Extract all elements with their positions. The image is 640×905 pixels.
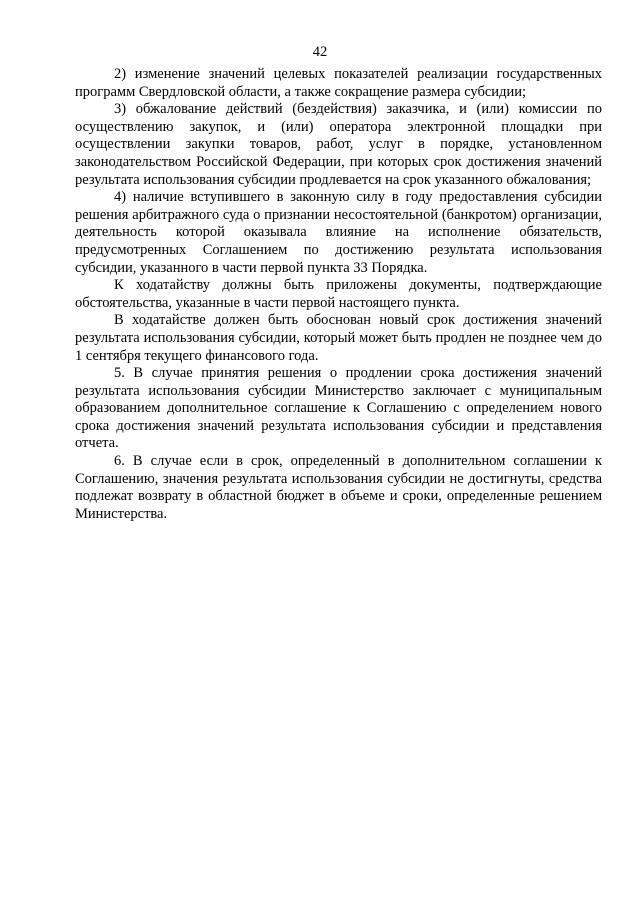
paragraph-new-deadline: В ходатайстве должен быть обоснован новый срок достижения значений результата использования субсидии, который может быть продлен не позднее чем до 1 сентября текущего финансового года. [75,312,602,364]
paragraph-clause-5: 5. В случае принятия решения о продлении срока достижения значений результата использования субсидии Министерство заключает с муниципальным образованием дополнительное соглашение к Соглашению с определением нового срока достижения значений результата использования субсидии и представления отчета. [75,365,602,452]
paragraph-attachments: К ходатайству должны быть приложены документы, подтверждающие обстоятельства, указанные в части первой настоящего пункта. [75,277,602,311]
document-body [75,66,602,523]
paragraph-item-3: 3) обжалование действий (бездействия) заказчика, и (или) комиссии по осуществлению закупок, и (или) оператора электронной площадки при осуществлении закупки товаров, работ, услуг в порядке, установленном законодательством Российской Федерации, при которых срок достижения значений результата использования субсидии продлевается на срок указанного обжалования; [75,101,602,188]
page-number: 42 [312,44,328,60]
paragraph-item-4: 4) наличие вступившего в законную силу в году предоставления субсидии решения арбитражного суда о признании несостоятельной (банкротом) организации, деятельность которой оказывала влияние на исполнение обязательств, предусмотренных Соглашением по достижению результата использования субсидии, указанного в части первой пункта 33 Порядка. [75,189,602,276]
paragraph-item-2: 2) изменение значений целевых показателей реализации государственных программ Свердловской области, а также сокращение размера субсидии; [75,66,602,100]
paragraph-clause-6: 6. В случае если в срок, определенный в дополнительном соглашении к Соглашению, значения результата использования субсидии не достигнуты, средства подлежат возврату в областной бюджет в объеме и сроки, определенные решением Министерства. [75,453,602,522]
